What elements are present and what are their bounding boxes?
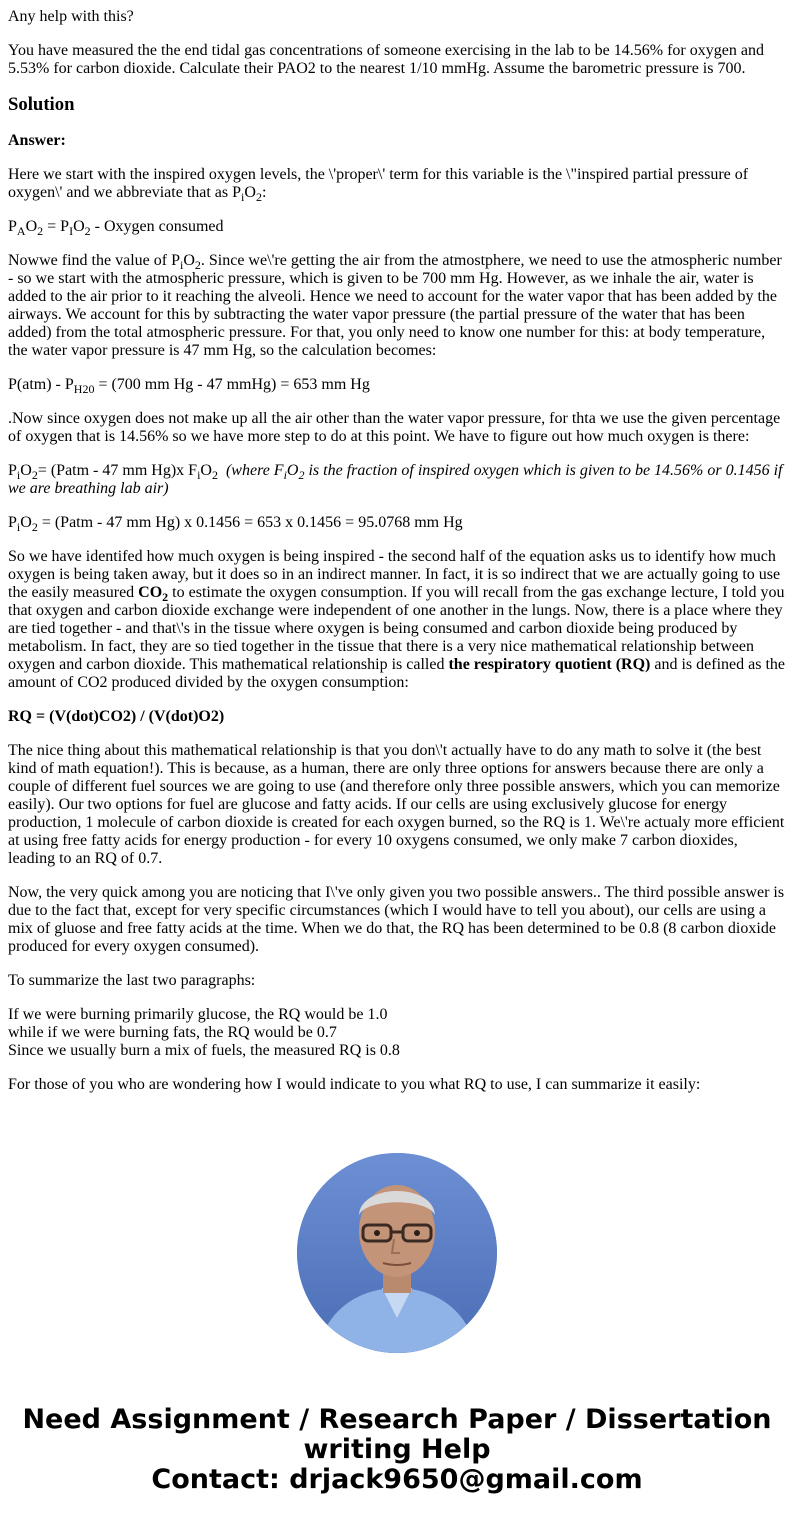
banner-line-1: Need Assignment / Research Paper / Dissertation: [22, 1404, 772, 1435]
paragraph-oxygen-fraction: .Now since oxygen does not make up all the air other than the water vapor pressure, for thta we use the given percentage of oxygen that is 14.56% so we have more step to do at this point. We have to figure out how much oxygen is there:: [8, 410, 781, 445]
contact-banner: [0, 1405, 794, 1495]
paragraph-respiratory-quotient: So we have identifed how much oxygen is being inspired - the second half of the equation asks us to identify how much oxygen is being taken away, but it does so in an indirect manner. In fact, it is so indirect that we are actually going to use the easily measured $CO_2$ to estimate the oxygen consumption. If you will recall from the gas exchange lecture, I told you that oxygen and carbon dioxide exchange were independent of one another in the lungs. Now, there is a place where they are tied together - and that\'s in the tissue where oxygen is being consumed and carbon dioxide being produced by metabolism. In fact, they are so tied together in the tissue that there is a very nice mathematical relationship between oxygen and carbon dioxide. This mathematical relationship is called the respiratory quotient (RQ) and is defined as the amount of CO2 produced divided by the oxygen consumption:: [8, 548, 785, 691]
banner-line-2: writing Help: [303, 1434, 491, 1465]
author-portrait-image: [297, 1153, 497, 1353]
equation-alveolar-oxygen: $P_AO_2 = P_IO_2$ - Oxygen consumed: [8, 218, 224, 239]
equation-water-vapor: $P(atm) - P_{H20} = (700$ mm Hg - 47 mmHg) = 653 mm Hg: [8, 376, 370, 397]
fio2-note: (where $F_iO_2$ is the fraction of inspired oxygen which is given to be 14.56% or 0.1456 if we are breathing lab air): [8, 462, 783, 497]
answer-label: Answer:: [8, 132, 66, 149]
solution-content: [8, 0, 786, 1122]
summary-list: If we were burning primarily glucose, the RQ would be 1.0 while if we were burning fats, the RQ would be 0.7 Since we usually burn a mix of fuels, the measured RQ is 0.8: [8, 1006, 400, 1059]
paragraph-inspired-oxygen: Here we start with the inspired oxygen levels, the \'proper\' term for this variable is the \"inspired partial pressure of oxygen\' and we abbreviate that as $P_iO_2$:: [8, 166, 749, 205]
promo-footer: [0, 1122, 794, 1523]
paragraph-fuel-sources: The nice thing about this mathematical relationship is that you don\'t actually have to do any math to solve it (the best kind of math equation!). This is because, as a human, there are only three options for answers because there are only a couple of different fuel sources we are going to use (and therefore only three possible answers, which you can memorize easily). Our two options for fuel are glucose and fatty acids. If our cells are using exclusively glucose for energy production, 1 molecule of carbon dioxide is created for each oxygen burned, so the RQ is 1. We\'re actualy more efficient at using free fatty acids for energy production - for every 10 oxygens consumed, we only make 7 carbon dioxides, leading to an RQ of 0.7.: [8, 742, 785, 867]
banner-contact-email[interactable]: Contact: drjack9650@gmail.com: [151, 1464, 643, 1495]
equation-inspired-oxygen-result: $P_iO_2$ = (Patm - 47 mm Hg) x 0.1456 = 653 x 0.1456 = 95.0768 mm Hg: [8, 514, 463, 535]
avatar: [297, 1153, 497, 1353]
question-intro: Any help with this?: [8, 8, 134, 25]
paragraph-mixed-fuel: Now, the very quick among you are noticing that I\'ve only given you two possible answers.. The third possible answer is due to the fact that, except for very specific circumstances (which I would have to tell you about), our cells are using a mix of gluose and free fatty acids at the time. When we do that, the RQ has been determined to be 0.8 (8 carbon dioxide produced for every oxygen consumed).: [8, 884, 785, 955]
paragraph-summary-intro: To summarize the last two paragraphs:: [8, 972, 256, 989]
equation-inspired-oxygen-formula: $P_iO_2=$ (Patm - 47 mm Hg)x $F_iO_2$ (where $F_iO_2$ is the fraction of inspired oxygen which is given to be 14.56% or 0.1456 if we are breathing lab air): [8, 462, 783, 497]
paragraph-atmospheric-pressure: Nowwe find the value of $P_iO_2$. Since we\'re getting the air from the atmostphere, we need to use the atmospheric number - so we start with the atmospheric pressure, which is given to be 700 mm Hg. However, as we inhale the air, water is added to the air prior to it reaching the alveoli. Hence we need to account for the water vapor that has been added by the airways. We account for this by subtracting the water vapor pressure (the partial pressure of the water that has been added) from the total atmospheric pressure. For that, you only need to know one number for this: at body temperature, the water vapor pressure is 47 mm Hg, so the calculation becomes:: [8, 252, 782, 359]
paragraph-rq-usage: For those of you who are wondering how I would indicate to you what RQ to use, I can summarize it easily:: [8, 1076, 701, 1093]
solution-heading: Solution: [8, 94, 75, 115]
question-text: You have measured the the end tidal gas concentrations of someone exercising in the lab to be 14.56% for oxygen and 5.53% for carbon dioxide. Calculate their PAO2 to the nearest 1/10 mmHg. Assume the barometric pressure is 700.: [8, 42, 764, 77]
rq-formula: RQ = (V(dot)CO2) / (V(dot)O2): [8, 708, 225, 725]
